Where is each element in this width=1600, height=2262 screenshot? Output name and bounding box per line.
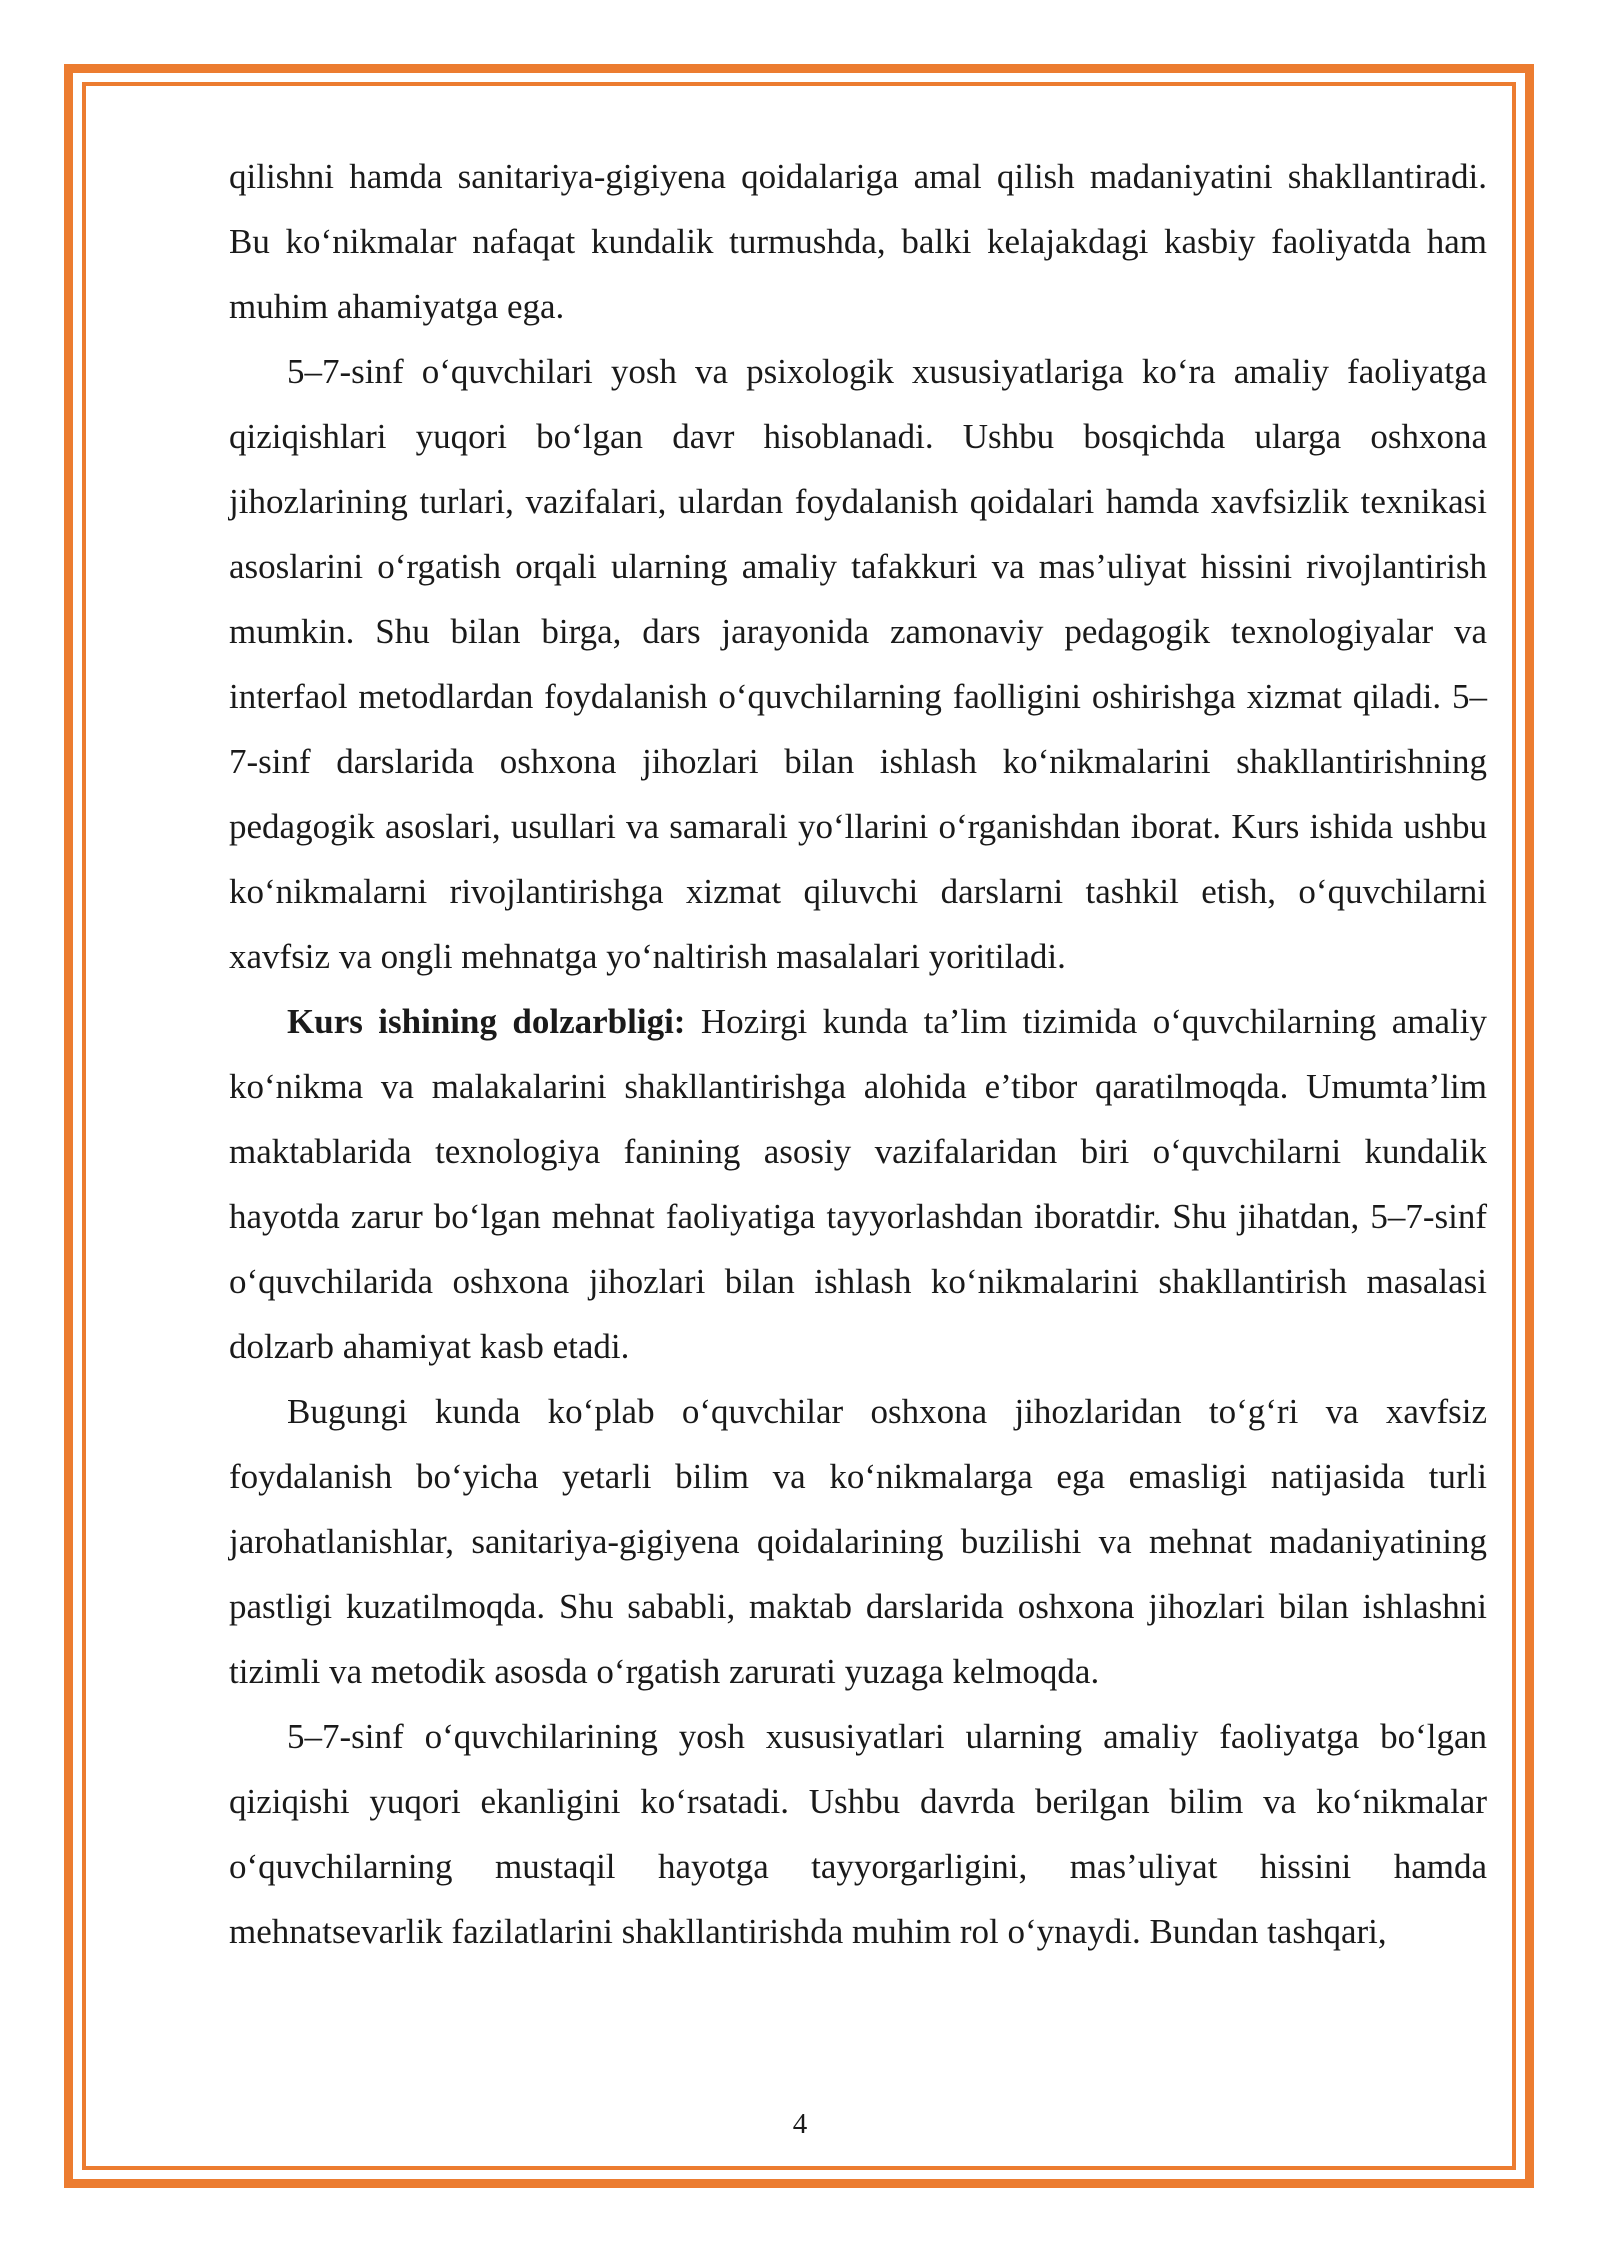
paragraph-3 bbox=[229, 989, 1487, 1379]
page-number: 4 bbox=[792, 2108, 808, 2140]
section-heading-relevance: Kurs ishining dolzarbligi: bbox=[287, 1002, 686, 1041]
paragraph-2: 5–7-sinf o‘quvchilari yosh va psixologik xususiyatlariga ko‘ra amaliy faoliyatga qiziqishlari yuqori bo‘lgan davr hisoblanadi. Ushbu bosqichda ularga oshxona jihozlarining turlari, vazifalari, ulardan foydalanish qoidalari hamda xavfsizlik texnikasi asoslarini o‘rgatish orqali ularning amaliy tafakkuri va mas’uliyat hissini rivojlantirish mumkin. Shu bilan birga, dars jarayonida zamonaviy pedagogik texnologiyalar va interfaol metodlardan foydalanish o‘quvchilarning faolligini oshirishga xizmat qiladi. 5–7-sinf darslarida oshxona jihozlari bilan ishlash ko‘nikmalarini shakllantirishning pedagogik asoslari, usullari va samarali yo‘llarini o‘rganishdan iborat. Kurs ishida ushbu ko‘nikmalarni rivojlantirishga xizmat qiluvchi darslarni tashkil etish, o‘quvchilarni xavfsiz va ongli mehnatga yo‘naltirish masalalari yoritiladi. bbox=[229, 352, 1487, 976]
paragraph-5: 5–7-sinf o‘quvchilarining yosh xususiyatlari ularning amaliy faoliyatga bo‘lgan qiziqishi yuqori ekanligini ko‘rsatadi. Ushbu davrda berilgan bilim va ko‘nikmalar o‘quvchilarning mustaqil hayotga tayyorgarligini, mas’uliyat hissini hamda mehnatsevarlik fazilatlarini shakllantirishda muhim rol o‘ynaydi. Bundan tashqari, bbox=[229, 1717, 1487, 1951]
document-body bbox=[229, 144, 1487, 1964]
paragraph-1: qilishni hamda sanitariya-gigiyena qoidalariga amal qilish madaniyatini shakllantiradi. Bu ko‘nikmalar nafaqat kundalik turmushda, balki kelajakdagi kasbiy faoliyatda ham muhim ahamiyatga ega. bbox=[229, 157, 1487, 326]
paragraph-3-text: Hozirgi kunda ta’lim tizimida o‘quvchilarning amaliy ko‘nikma va malakalarini shakllantirishga alohida e’tibor qaratilmoqda. Umumta’lim maktablarida texnologiya fanining asosiy vazifalaridan biri o‘quvchilarni kundalik hayotda zarur bo‘lgan mehnat faoliyatiga tayyorlashdan iboratdir. Shu jihatdan, 5–7-sinf o‘quvchilarida oshxona jihozlari bilan ishlash ko‘nikmalarini shakllantirish masalasi dolzarb ahamiyat kasb etadi. bbox=[229, 1002, 1487, 1366]
paragraph-4: Bugungi kunda ko‘plab o‘quvchilar oshxona jihozlaridan to‘g‘ri va xavfsiz foydalanish bo‘yicha yetarli bilim va ko‘nikmalarga ega emasligi natijasida turli jarohatlanishlar, sanitariya-gigiyena qoidalarining buzilishi va mehnat madaniyatining pastligi kuzatilmoqda. Shu sababli, maktab darslarida oshxona jihozlari bilan ishlashni tizimli va metodik asosda o‘rgatish zarurati yuzaga kelmoqda. bbox=[229, 1392, 1487, 1691]
